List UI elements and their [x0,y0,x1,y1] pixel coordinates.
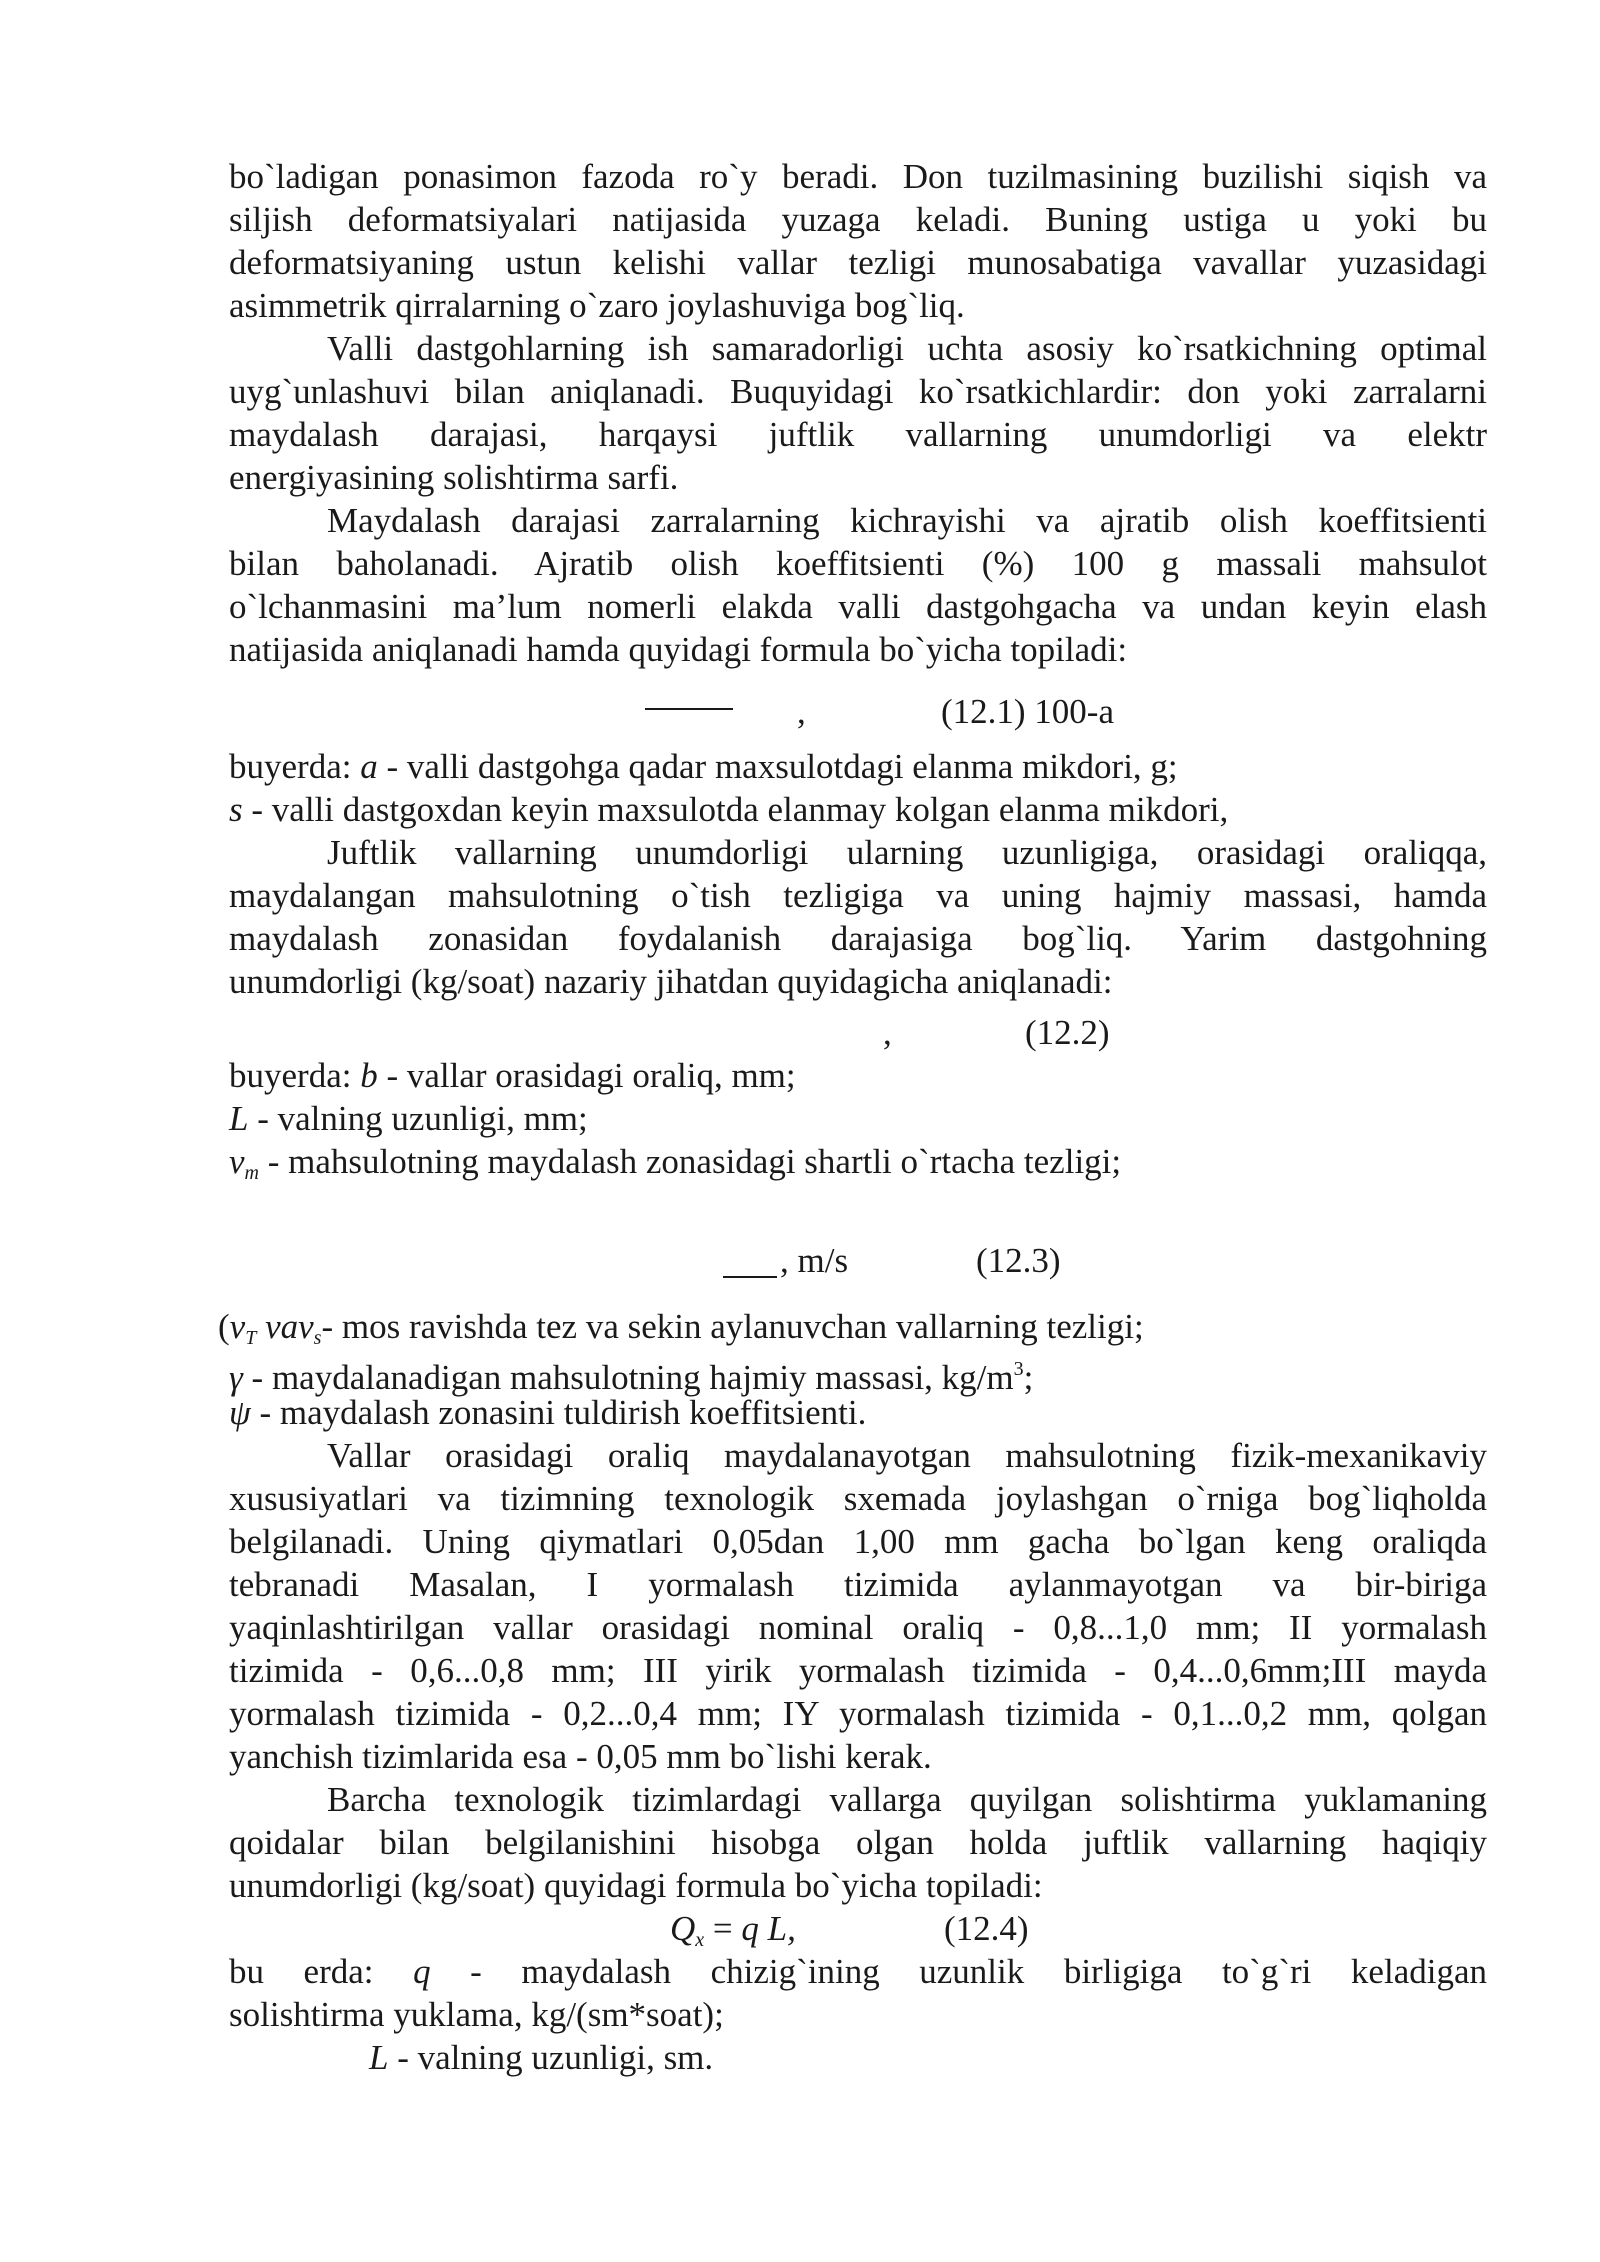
text-line: siljish deformatsiyalari natijasida yuzaga keladi. Buning ustiga u yoki bu [229,200,1487,239]
equals-sign: = [704,1909,742,1948]
text-line: tebranadi Masalan, I yormalash tizimida aylanmayotgan va bir-biriga [229,1565,1487,1604]
paragraph-first-line: Barcha texnologik tizimlardagi vallarga quyilgan solishtirma yuklamaning [327,1780,1487,1819]
definition-text: - maydalanadigan mahsulotning hajmiy massasi, kg/m [242,1358,1014,1397]
text-line: bo`ladigan ponasimon fazoda ro`y beradi. Don tuzilmasining buzilishi siqish va [229,157,1487,196]
definition-text: - mos ravishda tez va sekin aylanuvchan vallarning tezligi; [321,1307,1144,1346]
text-line: solishtirma yuklama, kg/(sm*soat); [229,1995,724,2034]
variable-L: L [229,1099,249,1138]
text-line: xususiyatlari va tizimning texnologik sxemada joylashgan o`rniga bog`liqholda [229,1479,1487,1518]
text-line: uyg`unlashuvi bilan aniqlanadi. Buquyidagi ko`rsatkichlardir: don yoki zarralarni [229,372,1487,411]
definition-text: - valli dastgoxdan keyin maxsulotda elanmay kolgan elanma mikdori, [242,790,1229,829]
formula-number: (12.2) [1025,1013,1110,1052]
definition-line [229,1097,1487,1140]
semicolon: ; [1023,1358,1034,1397]
text-line: yaqinlashtirilgan vallar orasidagi nominal oraliq - 0,8...1,0 mm; II yormalash [229,1608,1487,1647]
fraction-bar [645,708,733,710]
variable-a: a [360,747,378,786]
open-paren: ( [218,1307,230,1346]
text-line: asimmetrik qirralarning o`zaro joylashuviga bog`liq. [229,286,965,325]
variable-s: s [229,790,243,829]
definition-text: - valning uzunligi, mm; [248,1099,588,1138]
gamma-symbol: γ [229,1358,243,1397]
variable-qL: q L, [741,1909,796,1948]
text-line: yormalash tizimida - 0,2...0,4 mm; IY yormalash tizimida - 0,1...0,2 mm, qolgan [229,1694,1487,1733]
formula-comma: , [883,1013,892,1052]
text-line: unumdorligi (kg/soat) quyidagi formula bo`yicha topiladi: [229,1866,1043,1905]
text-line: maydalangan mahsulotning o`tish tezligiga va uning hajmiy massasi, hamda [229,876,1487,915]
superscript-3: 3 [1013,1358,1024,1380]
subscript-m: m [244,1162,259,1184]
variable-va-v: vaν [265,1307,314,1346]
label-buyerda: buyerda: [229,1056,352,1095]
text-line: energiyasining solishtirma sarfi. [229,458,679,497]
text-line: tizimida - 0,6...0,8 mm; III yirik yormalash tizimida - 0,4...0,6mm;III mayda [229,1651,1487,1690]
definition-line [229,1140,1487,1195]
paragraph-first-line: Vallar orasidagi oraliq maydalanayotgan mahsulotning fizik-mexanikaviy [327,1436,1487,1475]
text-line: yanchish tizimlarida esa - 0,05 mm bo`lishi kerak. [229,1737,932,1776]
text-line: maydalash zonasidan foydalanish darajasiga bog`liq. Yarim dastgohning [229,919,1487,958]
text-line: natijasida aniqlanadi hamda quyidagi formula bo`yicha topiladi: [229,630,1128,669]
formula-comma: , [797,692,806,731]
definition-text: - maydalash chizig`ining uzunlik birligiga to`g`ri keladigan [430,1952,1487,1991]
formula-number: (12.1) 100-a [941,692,1115,731]
definition-text: - vallar orasidagi oraliq, mm; [377,1056,796,1095]
psi-symbol: ψ [229,1393,251,1432]
fraction-bar [723,1276,777,1278]
variable-b: b [360,1056,378,1095]
text-line: belgilanadi. Uning qiymatlari 0,05dan 1,00 mm gacha bo`lgan keng oraliqda [229,1522,1487,1561]
definition-text: - valli dastgohga qadar maxsulotdagi elanma mikdori, g; [377,747,1178,786]
text-line: maydalash darajasi, harqaysi juftlik vallarning unumdorligi va elektr [229,415,1487,454]
subscript-T: T [245,1327,257,1349]
paragraph-first-line: Valli dastgohlarning ish samaradorligi uchta asosiy ko`rsatkichning optimal [327,329,1487,368]
text-line: deformatsiyaning ustun kelishi vallar tezligi munosabatiga vavallar yuzasidagi [229,243,1487,282]
variable-v: v [229,1142,245,1181]
variable-L: L [369,2038,389,2077]
text-line: qoidalar bilan belgilanishini hisobga olgan holda juftlik vallarning haqiqiy [229,1823,1487,1862]
definition-line [229,1391,1487,1434]
definition-text: - maydalash zonasini tuldirish koeffitsienti. [250,1393,867,1432]
subscript-x: x [695,1929,705,1951]
definition-text: - valning uzunligi, sm. [388,2038,714,2077]
variable-Q: Q [670,1909,696,1948]
text-line: unumdorligi (kg/soat) nazariy jihatdan quyidagicha aniqlanadi: [229,962,1113,1001]
label-bu-erda: bu erda: [229,1952,374,1991]
definition-line [229,1054,1487,1097]
variable-q: q [413,1952,431,1991]
label-buyerda: buyerda: [229,747,352,786]
text-line: o`lchanmasini ma’lum nomerli elakda valli dastgohgacha va undan keyin elash [229,587,1487,626]
variable-v: v [229,1307,246,1346]
subscript-s: s [313,1327,322,1349]
definition-line [229,745,1487,788]
formula-number: (12.4) [944,1909,1029,1948]
formula-number: (12.3) [976,1241,1061,1280]
paragraph-first-line: Maydalash darajasi zarralarning kichrayishi va ajratib olish koeffitsienti [327,501,1487,540]
formula-unit: , m/s [780,1241,849,1280]
definition-line [229,1950,1487,1993]
definition-text: - mahsulotning maydalash zonasidagi shartli o`rtacha tezligi; [259,1142,1122,1181]
definition-line [229,788,1487,831]
text-line: bilan baholanadi. Ajratib olish koeffitsienti (%) 100 g massali mahsulot [229,544,1487,583]
paragraph-first-line: Juftlik vallarning unumdorligi ularning uzunligiga, orasidagi oraliqqa, [327,833,1487,872]
definition-line [369,2036,1600,2079]
